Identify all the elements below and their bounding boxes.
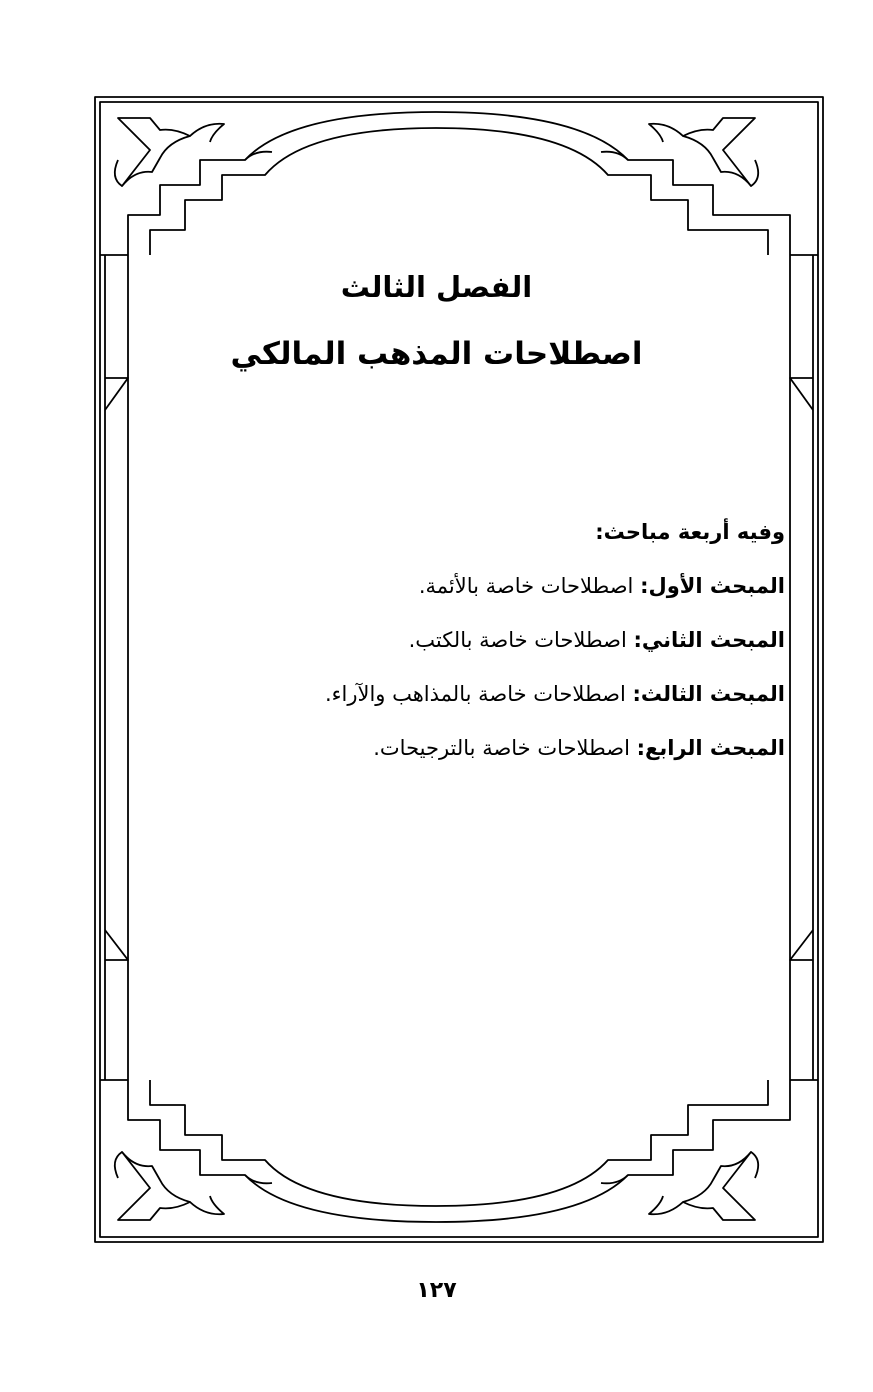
topic-label: المبحث الأول: [640, 574, 785, 598]
topic-item [185, 677, 785, 711]
chapter-title: الفصل الثالث [340, 270, 533, 304]
chapter-subtitle: اصطلاحات المذهب المالكي [230, 336, 643, 372]
chapter-contents [185, 515, 785, 785]
topic-text: اصطلاحات خاصة بالترجيحات. [373, 736, 630, 760]
topic-label: المبحث الثاني: [633, 628, 785, 652]
page-number: ١٢٧ [416, 1278, 457, 1303]
topic-text: اصطلاحات خاصة بالكتب. [408, 628, 627, 652]
topic-item [185, 731, 785, 765]
topic-text: اصطلاحات خاصة بالمذاهب والآراء. [324, 682, 626, 706]
topic-item [185, 623, 785, 657]
topic-label: المبحث الرابع: [636, 736, 785, 760]
contents-intro: وفيه أربعة مباحث: [595, 520, 785, 544]
topic-text: اصطلاحات خاصة بالأئمة. [418, 574, 634, 598]
topic-item [185, 569, 785, 603]
topic-label: المبحث الثالث: [632, 682, 785, 706]
